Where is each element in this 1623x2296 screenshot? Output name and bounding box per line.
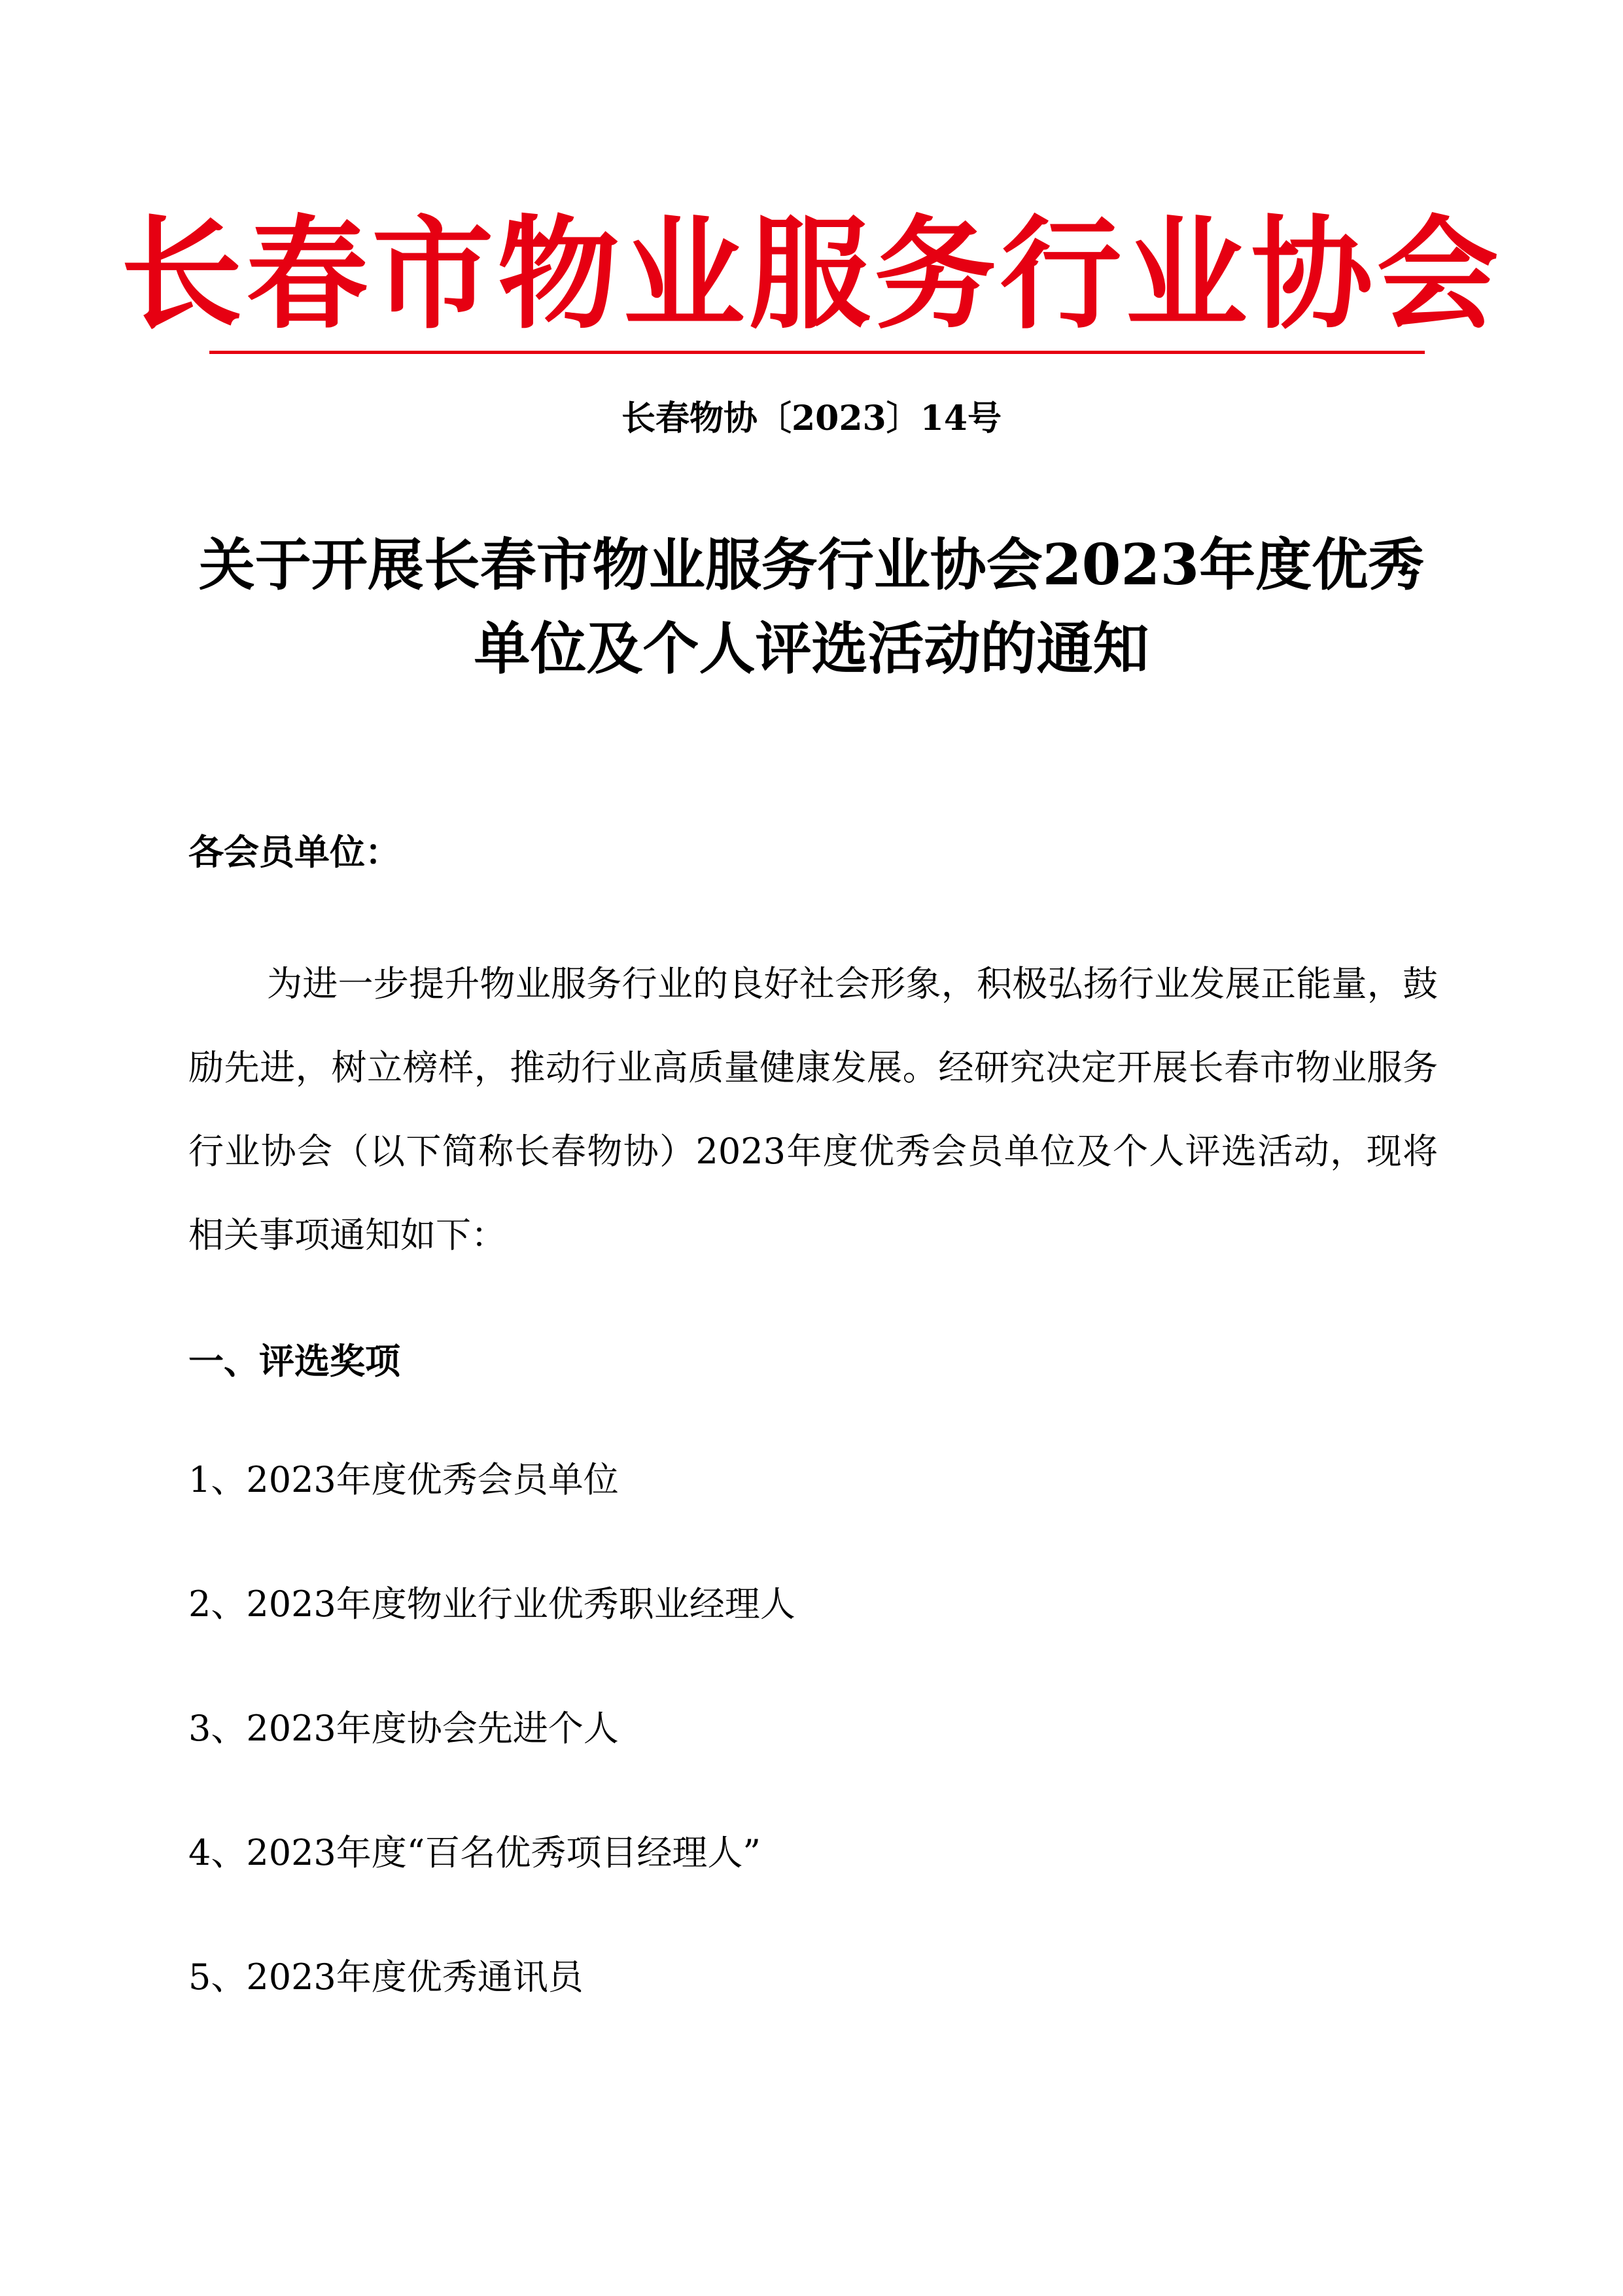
section-heading-awards: 一、评选奖项 <box>188 1340 400 1382</box>
award-item: 5、2023年度优秀通讯员 <box>188 1956 584 1998</box>
document-number: 长春物协〔2023〕14号 <box>621 398 1002 438</box>
award-item: 1、2023年度优秀会员单位 <box>188 1459 619 1500</box>
award-item: 4、2023年度“百名优秀项目经理人” <box>188 1832 761 1873</box>
masthead-red-rule <box>209 351 1425 354</box>
salutation: 各会员单位： <box>188 831 400 873</box>
intro-paragraph: 为进一步提升物业服务行业的良好社会形象，积极弘扬行业发展正能量，鼓励先进，树立榜样，推动行业高质量健康发展。经研究决定开展长春市物业服务行业协会（以下简称长春物协）2023年度优秀会员单位及个人评选活动，现将相关事项通知如下： <box>188 963 1438 1256</box>
masthead-organization: 长春市物业服务行业协会 <box>120 203 1503 345</box>
award-item: 2、2023年度物业行业优秀职业经理人 <box>188 1583 795 1625</box>
document-title: 关于开展长春市物业服务行业协会2023年度优秀单位及个人评选活动的通知 <box>198 532 1425 682</box>
award-item: 3、2023年度协会先进个人 <box>188 1708 619 1749</box>
